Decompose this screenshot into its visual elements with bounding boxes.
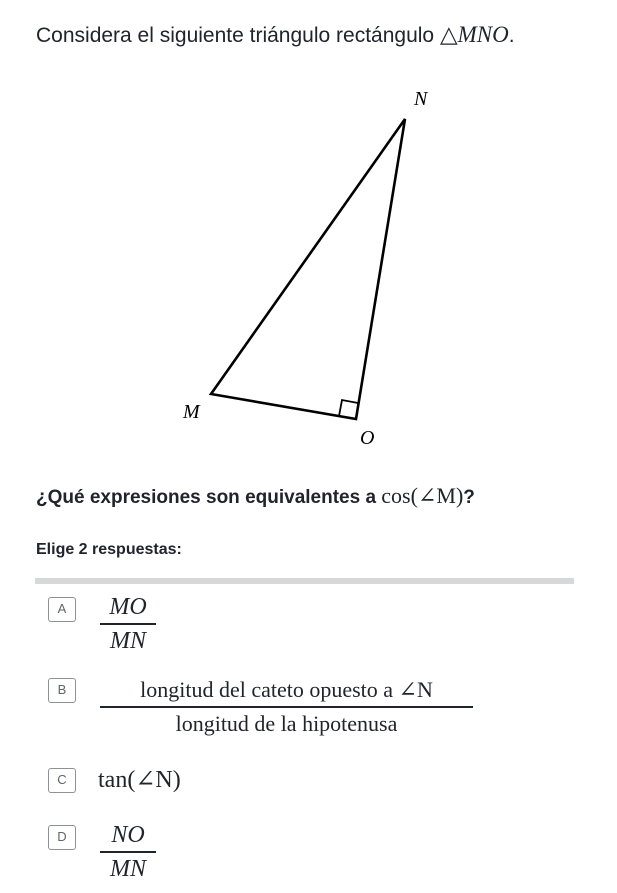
- question-intro: [36, 20, 515, 51]
- question-math: cos(∠M): [381, 483, 464, 508]
- choice-d-fraction: [100, 819, 156, 885]
- choice-b-checkbox[interactable]: B: [48, 678, 76, 703]
- intro-text: Considera el siguiente triángulo rectángulo: [36, 24, 435, 47]
- vertex-label-m: M: [183, 401, 200, 423]
- triangle-symbol: △: [439, 22, 458, 47]
- choice-b-numerator: longitud del cateto opuesto a ∠N: [140, 677, 433, 702]
- choice-d-checkbox[interactable]: D: [48, 825, 76, 850]
- intro-period: .: [508, 24, 515, 47]
- divider: [35, 578, 574, 584]
- choice-b-denominator: longitud de la hipotenusa: [175, 710, 398, 736]
- triangle-name: MNO: [457, 22, 509, 47]
- vertex-label-o: O: [360, 427, 375, 449]
- choice-a-checkbox[interactable]: A: [48, 597, 76, 622]
- choice-c-checkbox[interactable]: C: [48, 768, 76, 793]
- triangle-diagram: [170, 82, 450, 452]
- choice-b-fraction: [100, 674, 473, 740]
- question-prompt: [36, 481, 475, 513]
- choice-a-denominator: MN: [110, 627, 146, 654]
- question-end: ?: [463, 487, 475, 508]
- choice-d-numerator: NO: [111, 822, 145, 848]
- triangle-figure: [170, 82, 450, 452]
- vertex-label-n: N: [414, 88, 428, 110]
- right-angle-marker: [339, 400, 358, 416]
- triangle-shape: [211, 119, 405, 419]
- choice-a-numerator: MO: [109, 594, 147, 620]
- answer-instructions: Elige 2 respuestas:: [36, 541, 182, 558]
- choice-d-denominator: MN: [110, 855, 146, 882]
- question-text: ¿Qué expresiones son equivalentes a: [36, 487, 377, 508]
- choice-a-fraction: [100, 591, 156, 657]
- choice-c-expression: tan(∠N): [98, 767, 181, 793]
